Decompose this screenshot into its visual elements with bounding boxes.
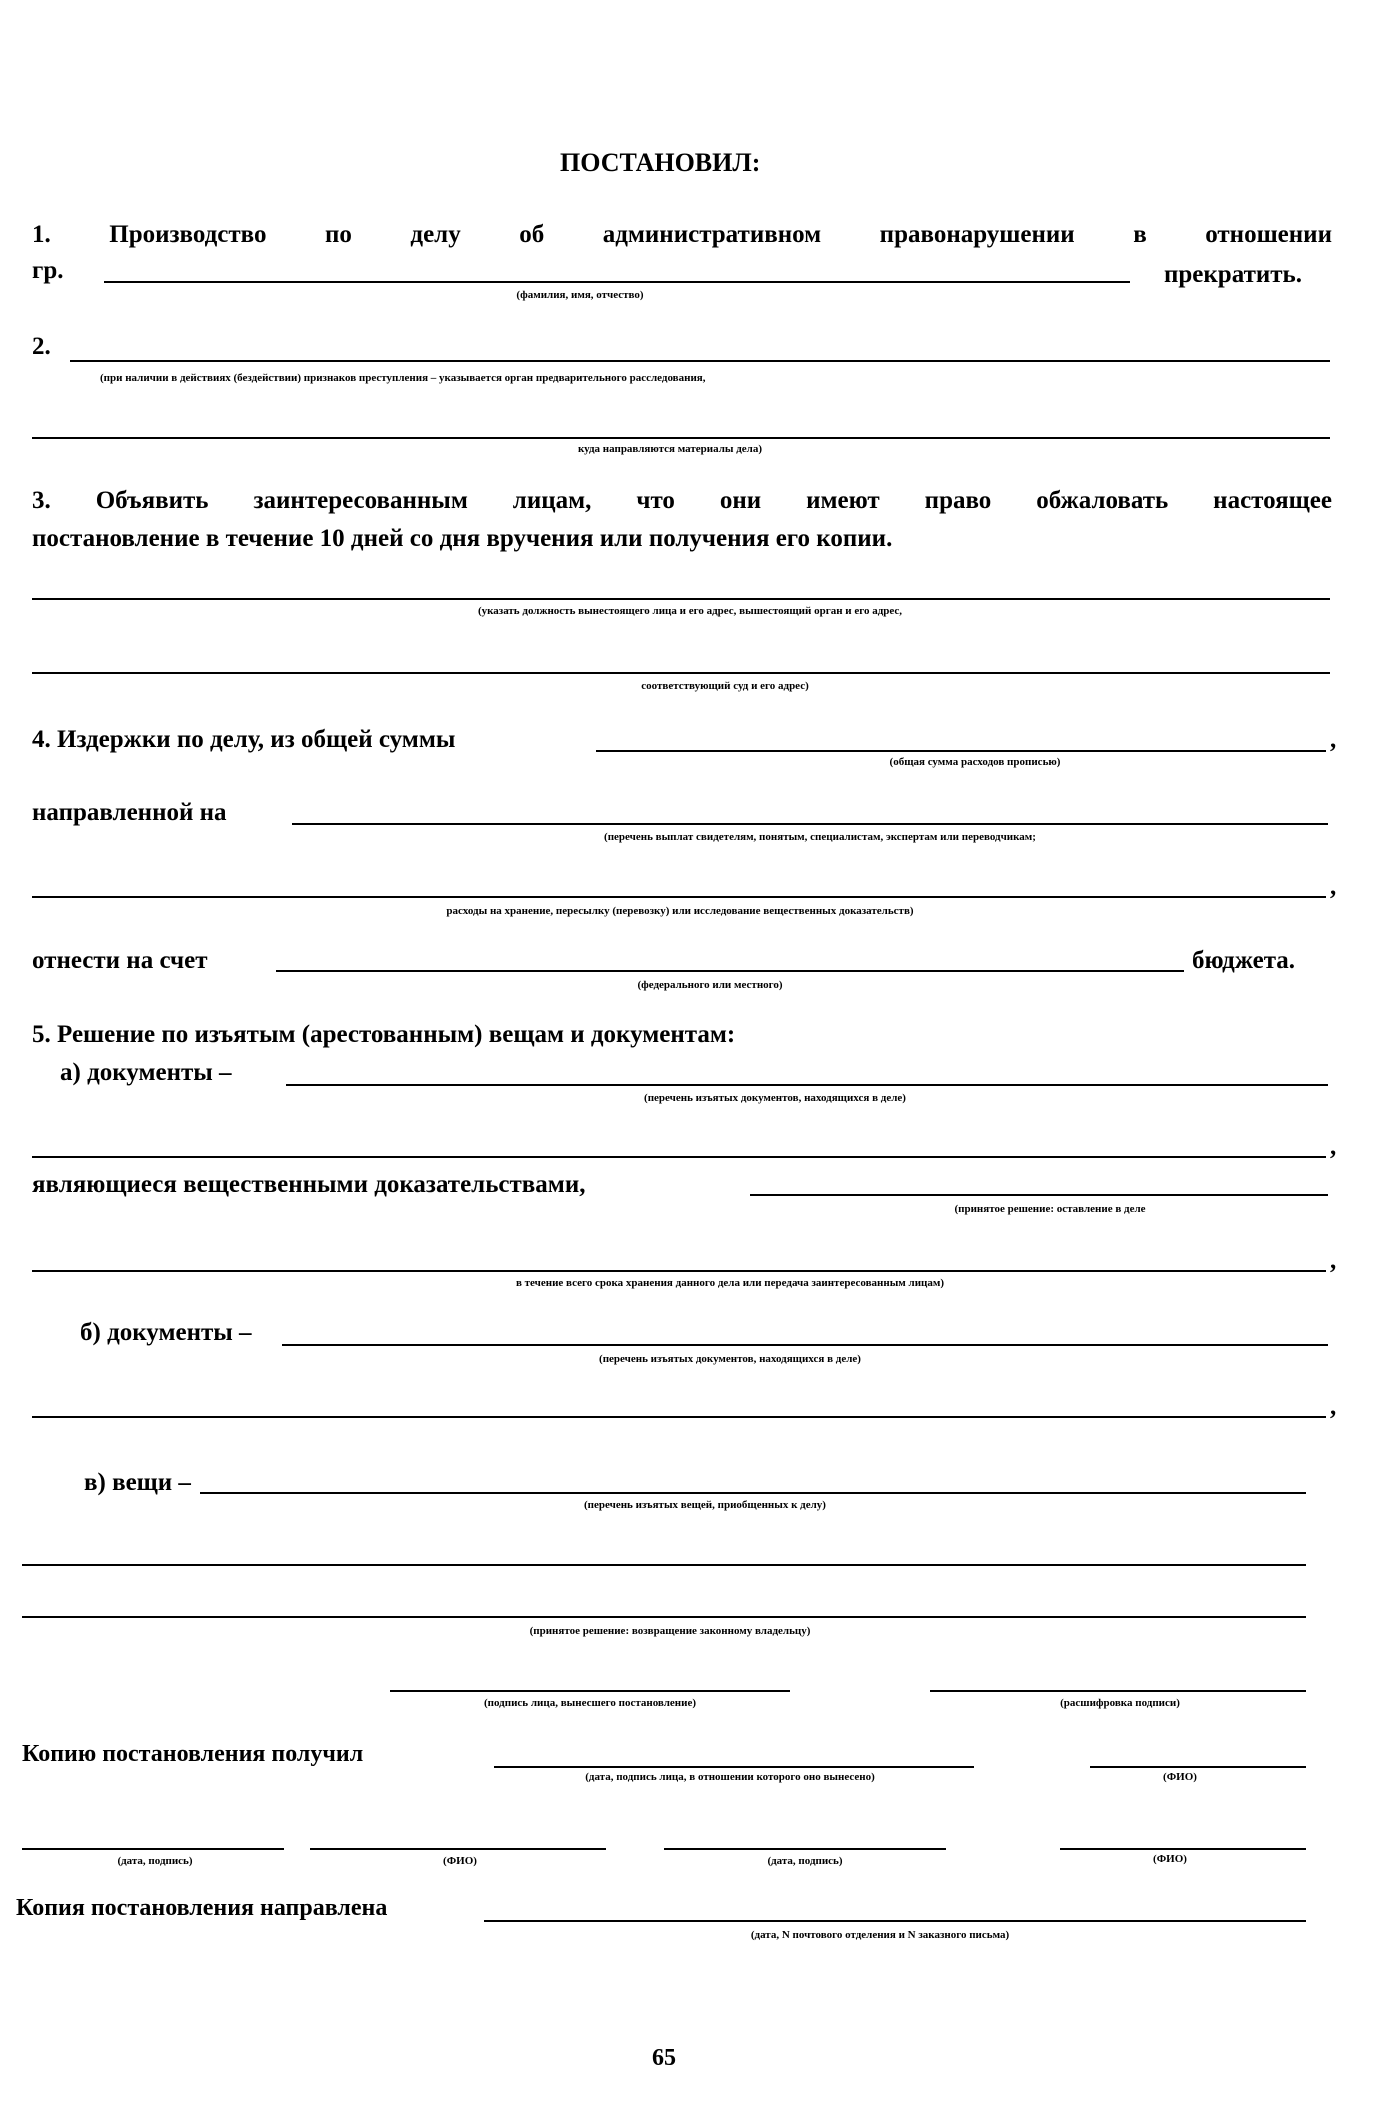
- page-number: 65: [652, 2045, 676, 2071]
- p4-hint4: (федерального или местного): [637, 979, 783, 991]
- p4-napr-field[interactable]: [292, 823, 1328, 825]
- p2-hint2: куда направляются материалы дела): [577, 443, 762, 455]
- sign-field[interactable]: [390, 1690, 790, 1692]
- p1-hint: (фамилия, имя, отчество): [516, 289, 644, 301]
- p5-yav-field[interactable]: [750, 1194, 1328, 1196]
- p5-comma-a: ,: [1330, 1133, 1337, 1160]
- page-title: ПОСТАНОВИЛ:: [560, 148, 761, 177]
- fio2-field[interactable]: [310, 1848, 606, 1850]
- fio2: (ФИО): [443, 1855, 477, 1867]
- p4-budget-field[interactable]: [276, 970, 1184, 972]
- p1-end: прекратить.: [1164, 261, 1303, 288]
- p5-hint-v2: (принятое решение: возвращение законному владельцу): [529, 1625, 811, 1637]
- p4-hint2: (перечень выплат свидетелям, понятым, специалистам, экспертам или переводчикам;: [604, 831, 1036, 843]
- p5-b-field[interactable]: [282, 1344, 1328, 1346]
- p4-comma2: ,: [1330, 873, 1337, 900]
- p5-v-field-3[interactable]: [22, 1616, 1306, 1618]
- copy-sent-field[interactable]: [484, 1920, 1306, 1922]
- copy-received-label: Копию постановления получил: [22, 1741, 364, 1767]
- p4-line1: 4. Издержки по делу, из общей суммы: [32, 726, 456, 753]
- p5-hint-v: (перечень изъятых вещей, приобщенных к делу): [584, 1499, 826, 1511]
- fio3-field[interactable]: [1060, 1848, 1306, 1850]
- p1-name-field[interactable]: [104, 281, 1130, 283]
- sign-hint1: (подпись лица, вынесшего постановление): [483, 1697, 697, 1709]
- date1-field[interactable]: [22, 1848, 284, 1850]
- copy-received-field[interactable]: [494, 1766, 974, 1768]
- p4-napr: направленной на: [32, 799, 227, 826]
- p4-comma1: ,: [1330, 726, 1337, 753]
- p2-field-2[interactable]: [32, 437, 1330, 439]
- p4-hint1: (общая сумма расходов прописью): [889, 756, 1061, 768]
- p5-b-field-2[interactable]: [32, 1416, 1326, 1418]
- p4-napr-field-2[interactable]: [32, 896, 1326, 898]
- p3-line2: постановление в течение 10 дней со дня вручения или получения его копии.: [32, 525, 893, 552]
- p5-v-field[interactable]: [200, 1492, 1306, 1494]
- p4-byud: бюджета.: [1192, 947, 1296, 974]
- p5-yav-field-2[interactable]: [32, 1270, 1326, 1272]
- p1-gr: гр.: [32, 257, 64, 284]
- p5-hint-a: (перечень изъятых документов, находящихся в деле): [644, 1092, 906, 1104]
- p5-comma-b: ,: [1330, 1393, 1337, 1420]
- p3-hint2: соответствующий суд и его адрес): [641, 680, 809, 692]
- copy-sent-hint: (дата, N почтового отделения и N заказного письма): [750, 1929, 1010, 1941]
- p2-field-1[interactable]: [70, 360, 1330, 362]
- p5-hint-b: (перечень изъятых документов, находящихся в деле): [599, 1353, 861, 1365]
- h-date2: (дата, подпись): [767, 1855, 843, 1867]
- p5-a-field[interactable]: [286, 1084, 1328, 1086]
- fio3: (ФИО): [1153, 1853, 1187, 1865]
- p5-yav: являющиеся вещественными доказательствами,: [32, 1171, 586, 1198]
- p5-hint-yav2: в течение всего срока хранения данного дела или передача заинтересованным лицам): [515, 1277, 945, 1289]
- p5-a: а) документы –: [60, 1059, 232, 1086]
- p5-title: 5. Решение по изъятым (арестованным) вещам и документам:: [32, 1021, 736, 1048]
- p4-hint3: расходы на хранение, пересылку (перевозку) или исследование вещественных доказательств): [446, 905, 914, 917]
- p3-hint1: (указать должность вынестоящего лица и его адрес, вышестоящий орган и его адрес,: [477, 605, 903, 617]
- p2-num: 2.: [32, 333, 51, 360]
- copy-received-hint: (дата, подпись лица, в отношении которого оно вынесено): [585, 1771, 875, 1783]
- p5-v-field-2[interactable]: [22, 1564, 1306, 1566]
- copy-received-fio-field[interactable]: [1090, 1766, 1306, 1768]
- p2-hint1: (при наличии в действиях (бездействии) признаков преступления – указывается орган предварительного расследования,: [100, 372, 706, 384]
- p5-hint-yav: (принятое решение: оставление в деле: [954, 1203, 1146, 1215]
- date2-field[interactable]: [664, 1848, 946, 1850]
- sign-hint2: (расшифровка подписи): [1060, 1697, 1180, 1709]
- p5-a-field-2[interactable]: [32, 1156, 1326, 1158]
- p1-line1: 1. Производство по делу об административном правонарушении в отношении: [32, 221, 1332, 248]
- p4-otnesti: отнести на счет: [32, 947, 208, 974]
- p3-line1: 3. Объявить заинтересованным лицам, что они имеют право обжаловать настоящее: [32, 487, 1332, 514]
- p5-b: б) документы –: [80, 1319, 252, 1346]
- sign-decode-field[interactable]: [930, 1690, 1306, 1692]
- p5-v: в) вещи –: [84, 1469, 191, 1496]
- h-date1: (дата, подпись): [117, 1855, 193, 1867]
- copy-sent-label: Копия постановления направлена: [16, 1895, 388, 1921]
- copy-received-fio: (ФИО): [1163, 1771, 1197, 1783]
- p5-comma-yav: ,: [1330, 1247, 1337, 1274]
- p3-field-2[interactable]: [32, 672, 1330, 674]
- p3-field-1[interactable]: [32, 598, 1330, 600]
- p4-sum-field[interactable]: [596, 750, 1326, 752]
